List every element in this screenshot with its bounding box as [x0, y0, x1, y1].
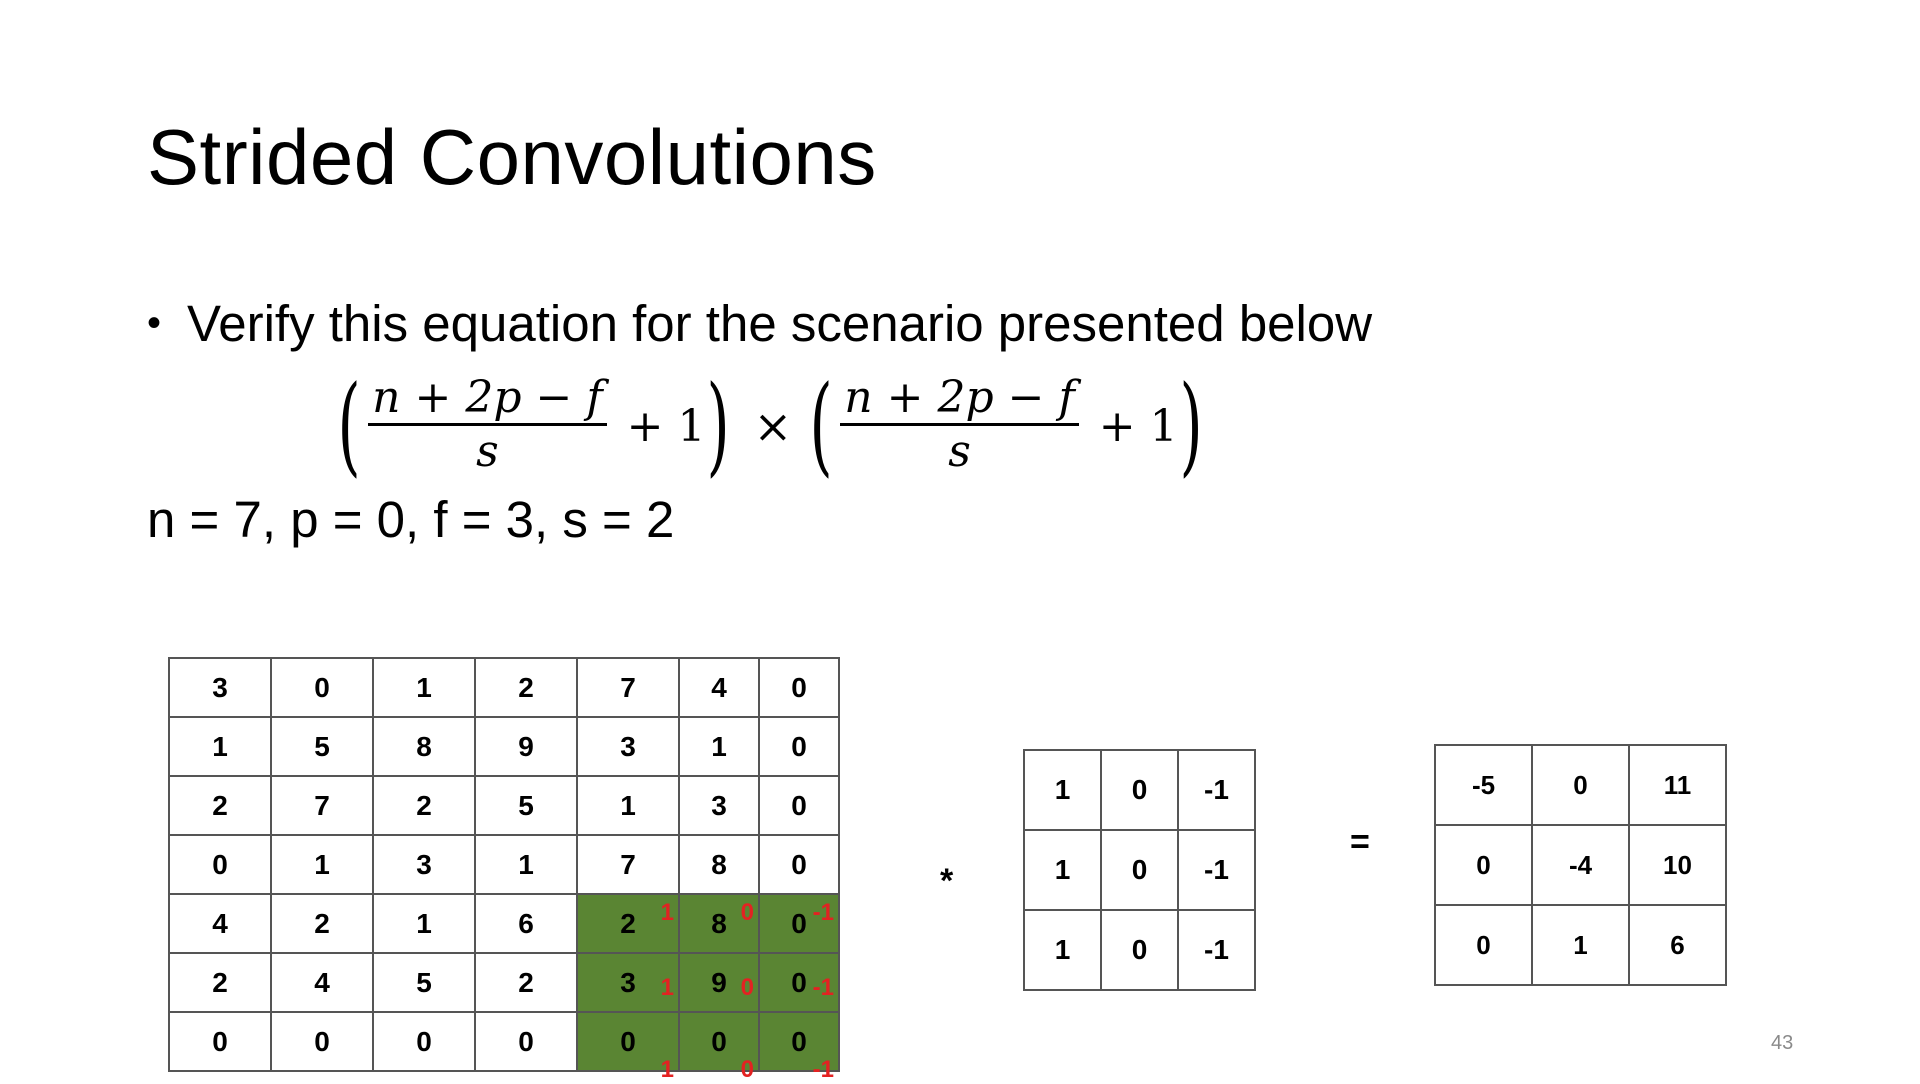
page-number: 43 [1771, 1032, 1794, 1054]
cell-value: 3 [620, 966, 636, 998]
highlighted-cell [679, 894, 759, 953]
matrix-cell: 0 [1532, 745, 1629, 825]
fraction-numerator: n + 2p − f [840, 373, 1078, 427]
matrix-cell: 0 [271, 658, 373, 717]
highlighted-cell [577, 953, 679, 1012]
cell-value: 0 [791, 907, 807, 939]
matrix-cell: 3 [577, 717, 679, 776]
cell-value: 0 [791, 1025, 807, 1057]
matrix-cell: 0 [759, 717, 839, 776]
bullet-dot-icon: • [147, 301, 162, 345]
cell-value: 0 [711, 1025, 727, 1057]
matrix-cell: 1 [1024, 830, 1101, 910]
right-paren: ) [706, 363, 731, 488]
highlighted-cell [577, 894, 679, 953]
matrix-row [1024, 750, 1255, 830]
matrix-cell: 1 [577, 776, 679, 835]
matrix-cell: 4 [679, 658, 759, 717]
cell-value: 8 [711, 907, 727, 939]
cell-value: 2 [620, 907, 636, 939]
matrix-cell: 10 [1629, 825, 1726, 905]
matrix-cell: 1 [1024, 750, 1101, 830]
matrix-cell: 3 [169, 658, 271, 717]
matrix-row [169, 776, 839, 835]
times-operator: × [753, 399, 793, 453]
matrix-cell: 0 [475, 1012, 577, 1071]
matrix-cell: 0 [373, 1012, 475, 1071]
highlighted-cell [679, 1012, 759, 1083]
matrix-row [169, 658, 839, 717]
matrix-cell: 2 [475, 953, 577, 1012]
input-matrix [168, 657, 840, 1083]
output-size-equation [336, 363, 1204, 488]
slide-title: Strided Convolutions [147, 113, 877, 201]
matrix-cell: 0 [759, 835, 839, 894]
matrix-cell: 6 [1629, 905, 1726, 985]
matrix-cell: 1 [271, 835, 373, 894]
cell-value: 0 [791, 966, 807, 998]
matrix-cell: 4 [169, 894, 271, 953]
kernel-weight: 0 [740, 899, 754, 926]
highlighted-cell [679, 953, 759, 1012]
matrix-cell: 2 [373, 776, 475, 835]
matrix-cell: -1 [1178, 910, 1255, 990]
matrix-row [169, 953, 839, 1012]
matrix-cell: 2 [169, 776, 271, 835]
kernel-weight: -1 [812, 1056, 834, 1083]
matrix-cell: 9 [475, 717, 577, 776]
matrix-cell: 7 [577, 835, 679, 894]
left-paren: ( [809, 363, 833, 488]
matrix-row [169, 894, 839, 953]
matrix-cell: 6 [475, 894, 577, 953]
plus-one: + 1 [1098, 400, 1178, 452]
bullet-item [147, 294, 1372, 353]
matrix-cell: 7 [577, 658, 679, 717]
convolution-operator: * [940, 862, 954, 900]
kernel-weight: 1 [660, 1056, 674, 1083]
equals-operator: = [1350, 823, 1370, 861]
matrix-cell: 0 [1101, 910, 1178, 990]
fraction-denominator: s [948, 426, 971, 478]
kernel-matrix [1023, 749, 1256, 991]
highlighted-cell [759, 894, 839, 953]
matrix-cell: 0 [759, 658, 839, 717]
cell-value: 0 [620, 1025, 636, 1057]
matrix-cell: 2 [271, 894, 373, 953]
matrix-cell: 8 [373, 717, 475, 776]
matrix-cell: 0 [271, 1012, 373, 1071]
matrix-cell: 0 [1435, 825, 1532, 905]
matrix-row [169, 835, 839, 894]
matrix-row [1435, 905, 1726, 985]
matrix-cell: -1 [1178, 830, 1255, 910]
matrix-cell: 1 [373, 658, 475, 717]
matrix-row [1024, 830, 1255, 910]
right-paren: ) [1179, 363, 1203, 488]
matrix-cell: 0 [169, 835, 271, 894]
matrix-cell: 2 [475, 658, 577, 717]
highlighted-cell [577, 1012, 679, 1083]
matrix-cell: 0 [1101, 750, 1178, 830]
matrix-cell: 7 [271, 776, 373, 835]
fraction-left [368, 373, 606, 479]
parameter-values: n = 7, p = 0, f = 3, s = 2 [147, 491, 675, 548]
fraction-numerator: n + 2p − f [368, 373, 606, 427]
kernel-weight: 1 [660, 899, 674, 926]
kernel-weight: 0 [740, 1056, 754, 1083]
matrix-cell: 5 [271, 717, 373, 776]
matrix-cell: 1 [1532, 905, 1629, 985]
matrix-cell: 0 [1101, 830, 1178, 910]
matrix-cell: 2 [169, 953, 271, 1012]
matrix-cell: 0 [759, 776, 839, 835]
matrix-cell: 1 [475, 835, 577, 894]
matrix-cell: 4 [271, 953, 373, 1012]
matrix-cell: 1 [1024, 910, 1101, 990]
bullet-text: Verify this equation for the scenario presented below [187, 295, 1373, 352]
highlighted-cell [759, 953, 839, 1012]
matrix-row [1024, 910, 1255, 990]
matrix-row [169, 1012, 839, 1071]
matrix-cell: 5 [373, 953, 475, 1012]
matrix-cell: 0 [169, 1012, 271, 1071]
matrix-cell: 5 [475, 776, 577, 835]
matrix-row [169, 717, 839, 776]
fraction-denominator: s [476, 426, 499, 478]
cell-value: 9 [711, 966, 727, 998]
plus-one: + 1 [626, 400, 706, 452]
matrix-cell: -1 [1178, 750, 1255, 830]
matrix-cell: -5 [1435, 745, 1532, 825]
matrix-cell: 1 [373, 894, 475, 953]
matrix-cell: 1 [169, 717, 271, 776]
fraction-right [840, 373, 1078, 479]
highlighted-cell [759, 1012, 839, 1083]
matrix-cell: -4 [1532, 825, 1629, 905]
matrix-row [1435, 745, 1726, 825]
output-matrix [1434, 744, 1727, 986]
matrix-cell: 3 [679, 776, 759, 835]
matrix-cell: 3 [373, 835, 475, 894]
kernel-weight: 1 [660, 974, 674, 1001]
matrix-cell: 11 [1629, 745, 1726, 825]
kernel-weight: 0 [740, 974, 754, 1001]
matrix-cell: 1 [679, 717, 759, 776]
kernel-weight: -1 [812, 974, 834, 1001]
left-paren: ( [337, 363, 361, 488]
matrix-cell: 0 [1435, 905, 1532, 985]
matrix-row [1435, 825, 1726, 905]
kernel-weight: -1 [812, 899, 834, 926]
matrix-cell: 8 [679, 835, 759, 894]
